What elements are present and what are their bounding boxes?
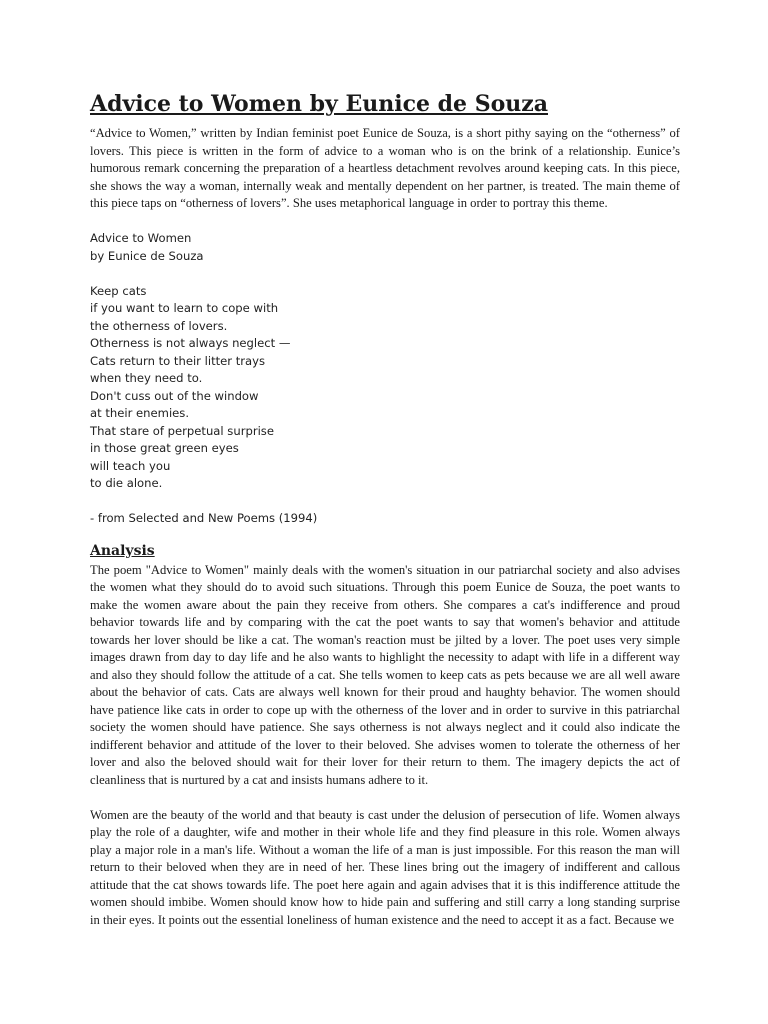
spacer xyxy=(90,265,680,283)
poem-author: by Eunice de Souza xyxy=(90,248,204,263)
poem-line: That stare of perpetual surprise xyxy=(90,423,274,438)
analysis-paragraph: The poem "Advice to Women" mainly deals with the women's situation in our patriarchal society and also advises the women what they should do to avoid such situations. Through this poem Eunice de Souza, the poet wants to make the women aware about the pain they receive from others. She compares a cat's indifference and proud behavior towards life and by comparing with the cat the poet wants to say that women's behavior and attitude towards her lover should be like a cat. The woman's reaction must be jilted by a lover. The poet uses very simple images drawn from day to day life and he also wants to highlight the necessity to adapt with life in a different way and also they should follow the attitude of a cat. She tells women to keep cats as pets because we are all well aware about the behavior of cats. Cats are always well known for their proud and haughty behavior. The women should have patience like cats in order to cope up with the otherness of the lover and in order to survive in this patriarchal society the women should have patience. She says otherness is not always neglect and it could also indicate the indifferent behavior and attitude of the lover to their beloved. She advises women to tolerate the otherness of her lover and also the beloved should wait for their lover for their return to them. The imagery depicts the act of cleanliness that is nurtured by a cat and insists humans adhere to it. xyxy=(90,562,680,787)
poem-line: will teach you xyxy=(90,458,171,473)
document-title: Advice to Women by Eunice de Souza xyxy=(90,91,548,117)
poem-line: Otherness is not always neglect — xyxy=(90,336,291,350)
poem-source: - from Selected and New Poems (1994) xyxy=(90,511,318,525)
spacer xyxy=(90,789,680,807)
poem-line: in those great green eyes xyxy=(90,441,239,455)
intro-paragraph: “Advice to Women,” written by Indian feminist poet Eunice de Souza, is a short pithy saying on the “otherness” of lovers. This piece is written in the form of advice to a woman who is on the brink of a relationship. Eunice’s humorous remark concerning the preparation of a heartless detachment revolves around keeping cats. In this piece, she shows the way a woman, internally weak and mentally dependent on her partner, is treated. The main theme of this piece taps on “otherness of lovers”. She uses metaphorical language in order to portray this theme. xyxy=(90,126,680,210)
document-page xyxy=(90,90,680,929)
poem-line: the otherness of lovers. xyxy=(90,318,228,333)
poem-line: when they need to. xyxy=(90,371,203,385)
poem-line: at their enemies. xyxy=(90,406,190,420)
poem-source-block xyxy=(90,510,680,528)
spacer xyxy=(90,493,680,511)
poem-line: Keep cats xyxy=(90,283,147,298)
poem-line: Don't cuss out of the window xyxy=(90,388,259,403)
spacer xyxy=(90,213,680,231)
poem-text xyxy=(90,283,680,493)
analysis-heading: Analysis xyxy=(90,542,155,559)
poem-line: if you want to learn to cope with xyxy=(90,301,279,315)
poem-heading xyxy=(90,230,680,265)
poem-line: to die alone. xyxy=(90,476,163,490)
poem-title: Advice to Women xyxy=(90,231,192,245)
poem-line: Cats return to their litter trays xyxy=(90,353,266,368)
analysis-paragraph: Women are the beauty of the world and that beauty is cast under the delusion of persecution of life. Women always play the role of a daughter, wife and mother in their whole life and they find pleasure in this role. Women always play a major role in a man's life. Without a woman the life of a man is just impossible. For this reason the man will return to their beloved when they are in need of her. These lines bring out the imagery of indifferent and callous attitude that the cat shows towards life. The poet here again and again advises that it is this indifference attitude the women should imbibe. Women should know how to hide pain and suffering and still carry a long standing surprise in their eyes. It points out the essential loneliness of human existence and the need to accept it as a fact. Because we xyxy=(90,807,680,927)
